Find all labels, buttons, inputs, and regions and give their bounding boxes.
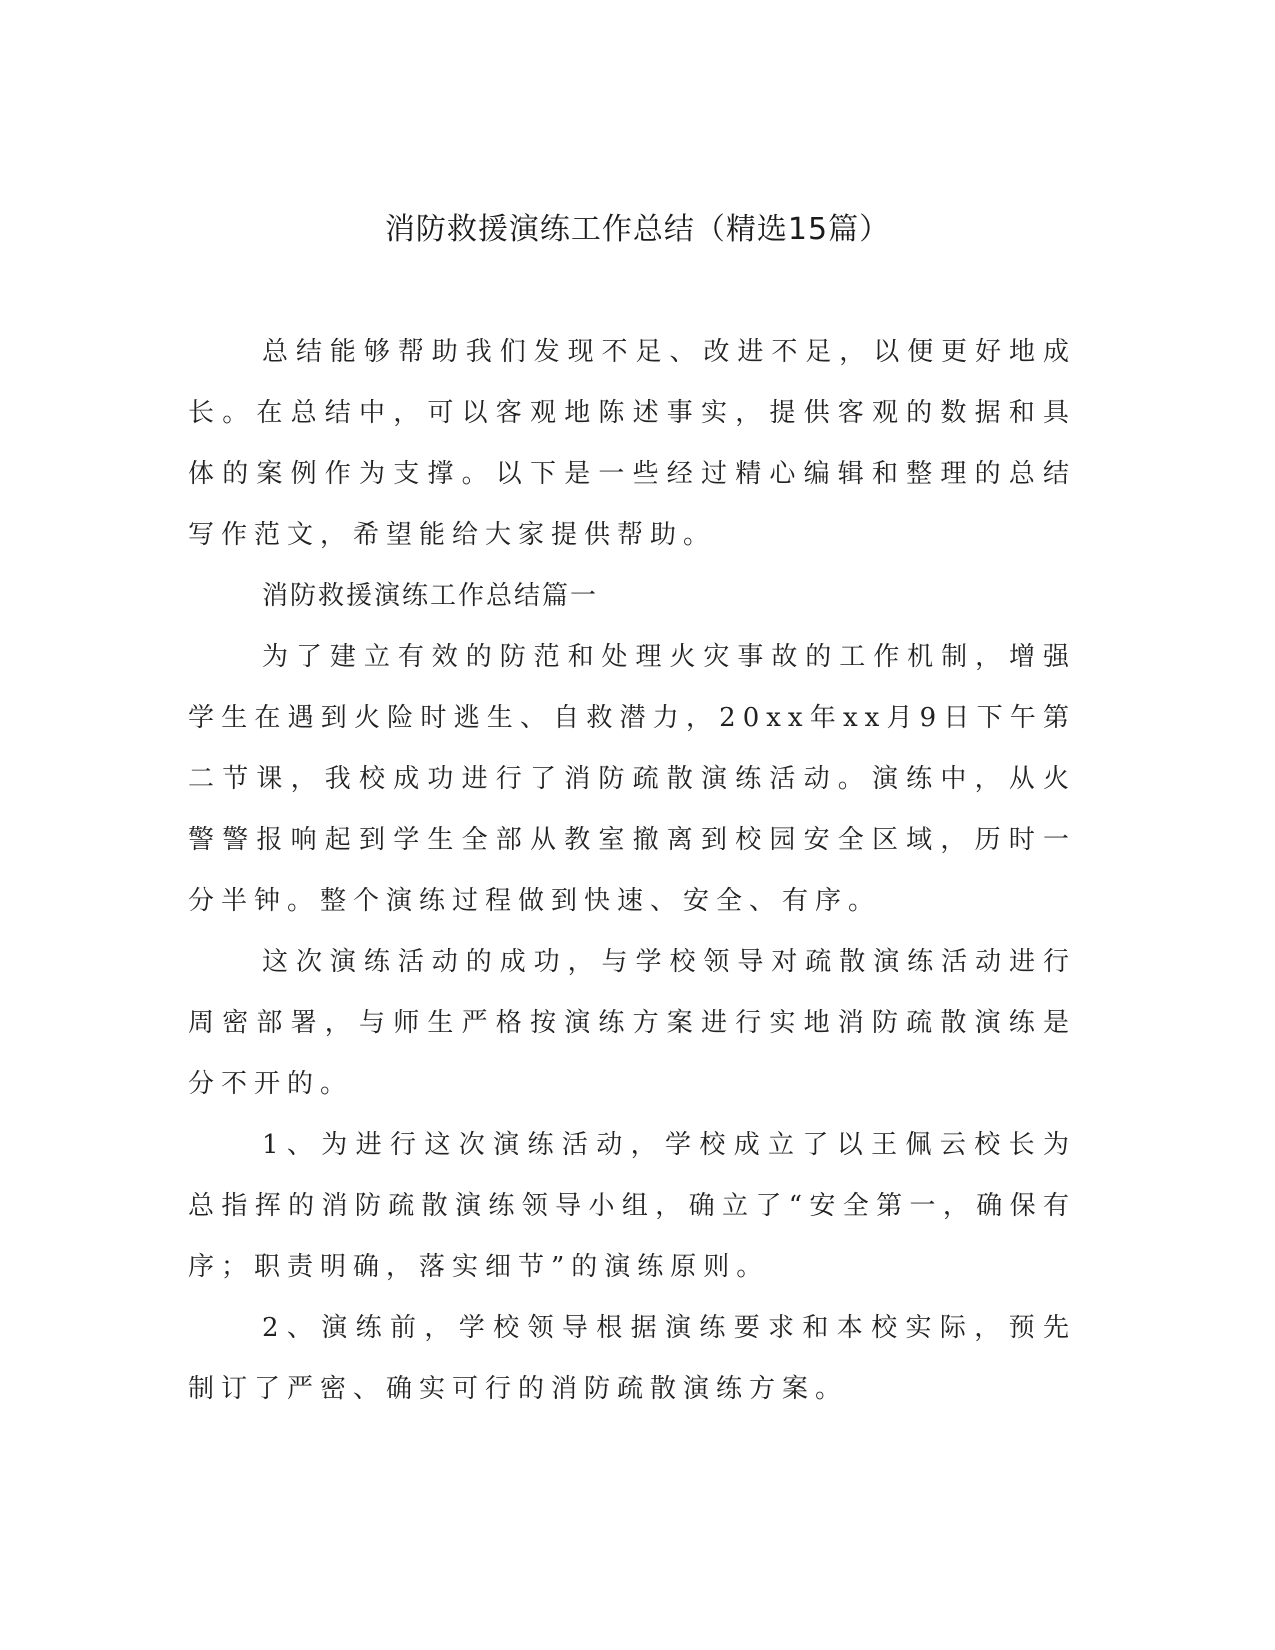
intro-paragraph: 总结能够帮助我们发现不足、改进不足，以便更好地成长。在总结中，可以客观地陈述事实，提供客观的数据和具体的案例作为支撑。以下是一些经过精心编辑和整理的总结写作范文，希望能给大家提供帮助。 [188, 337, 1076, 550]
document-body [188, 322, 1076, 1420]
body-paragraph: 2、演练前，学校领导根据演练要求和本校实际，预先制订了严密、确实可行的消防疏散演练方案。 [188, 1313, 1076, 1404]
section-heading: 消防救援演练工作总结篇一 [262, 581, 599, 611]
body-paragraph: 这次演练活动的成功，与学校领导对疏散演练活动进行周密部署，与师生严格按演练方案进行实地消防疏散演练是分不开的。 [188, 947, 1076, 1099]
body-paragraph: 为了建立有效的防范和处理火灾事故的工作机制，增强学生在遇到火险时逃生、自救潜力，20xx年xx月9日下午第二节课，我校成功进行了消防疏散演练活动。演练中，从火警警报响起到学生全部从教室撤离到校园安全区域，历时一分半钟。整个演练过程做到快速、安全、有序。 [188, 642, 1076, 916]
document-title: 消防救援演练工作总结（精选15篇） [384, 212, 891, 247]
body-paragraph: 1、为进行这次演练活动，学校成立了以王佩云校长为总指挥的消防疏散演练领导小组，确立了“安全第一，确保有序；职责明确，落实细节”的演练原则。 [188, 1130, 1076, 1282]
